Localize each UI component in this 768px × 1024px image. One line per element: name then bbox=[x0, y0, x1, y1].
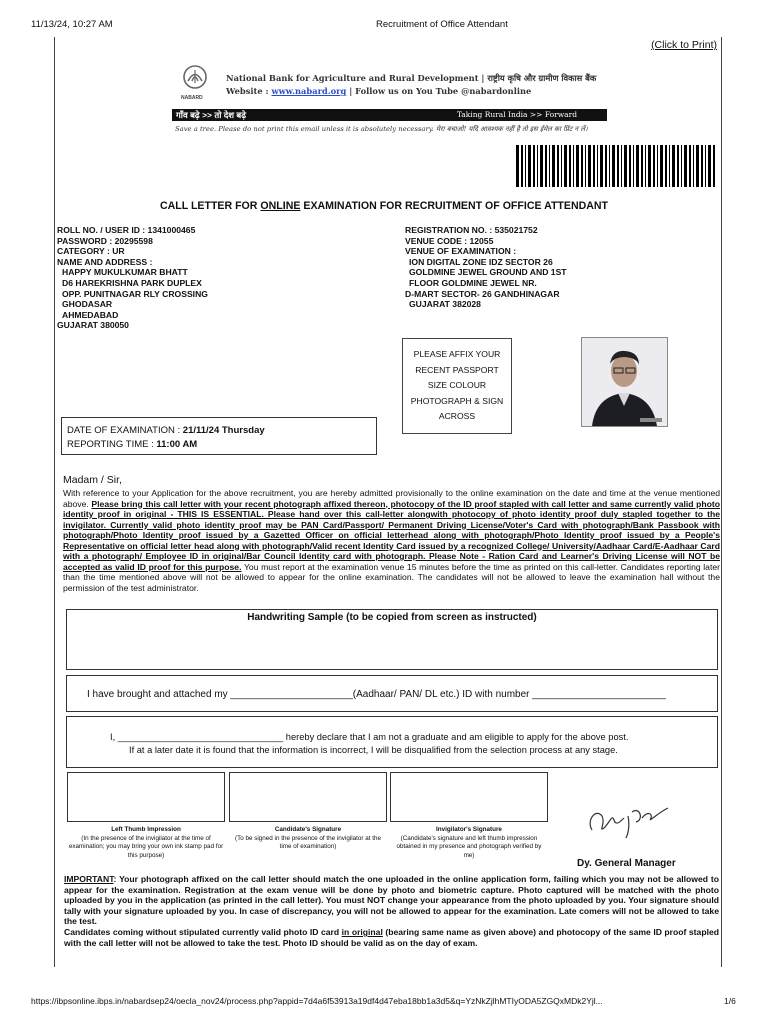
barcode-bar bbox=[684, 145, 687, 187]
barcode-bar bbox=[588, 145, 591, 187]
barcode-bar bbox=[561, 145, 562, 187]
barcode-bar bbox=[633, 145, 634, 187]
candidate-photo bbox=[581, 337, 668, 427]
address-line: D6 HAREKRISHNA PARK DUPLEX bbox=[62, 277, 202, 288]
click-to-print-link[interactable]: (Click to Print) bbox=[651, 39, 717, 51]
print-datetime: 11/13/24, 10:27 AM bbox=[31, 19, 113, 30]
declaration-line-2: If at a later date it is found that the information is incorrect, I will be disqualified from the selection process at any stage. bbox=[129, 745, 618, 755]
venue-code: VENUE CODE : 12055 bbox=[405, 235, 494, 246]
nabard-banner bbox=[172, 109, 607, 121]
barcode-bar bbox=[689, 145, 691, 187]
candidate-signature-caption: Candidate's Signature (To be signed in the presence of the invigilator at the time of examination) bbox=[235, 826, 381, 850]
save-tree-note: Save a tree. Please do not print this email unless it is absolutely necessary. मेरा बचाओ! यदि आवश्यक नहीं है तो इस ईमेल का प्रिंट न लें। bbox=[175, 125, 588, 133]
address-line: GUJARAT 380050 bbox=[57, 320, 129, 331]
instructions-paragraph: With reference to your Application for the above recruitment, you are hereby admitted provisionally to the online examination on the date and time at the venue mentioned above. Please bring this call letter with your recent photograph affixed thereon, photocopy of the ID proof stapled with call letter and same currently valid photo identity proof in original - THIS IS ESSENTIAL. Please hand over this call-letter alongwith photocopy of photo identity proof duly stapled together to the invigilator. Currently valid photo identity proof may be PAN Card/Passport/ Permanent Driving License/Voter's Card with photograph/Bank Passbook with photograph/Photo Identity proof issued by a Gazetted Officer on official letterhead along with photograph/Photo Identity proof issued by a People's Representative on official letter head along with photograph/Valid recent Identity Card issued by a recognized College/ University/Aadhaar Card/E-Aadhaar Card with a photograph/ Employee ID in original/Bar Council Identity card with photograph. Please Note - Ration Card and Learner's Driving License will NOT be accepted as valid ID proof for this purpose. You must report at the examination venue 15 minutes before the time as printed on this call-letter. Candidates reporting later than the time mentioned above will not be allowed to appear for the online examination. The candidates will not be allowed to leave the examination hall without the permission of the test administrator. bbox=[63, 488, 720, 593]
candidate-signature-box bbox=[229, 772, 387, 822]
banner-hindi-slogan: गाँव बढ़े >> तो देश बढ़े bbox=[176, 110, 247, 120]
barcode-bar bbox=[657, 145, 658, 187]
dy-general-manager: Dy. General Manager bbox=[577, 858, 676, 869]
org-website-line: Website : www.nabard.org | Follow us on You Tube @nabardonline bbox=[226, 86, 532, 96]
nabard-logo bbox=[180, 64, 210, 98]
barcode-bar bbox=[681, 145, 682, 187]
barcode-bar bbox=[585, 145, 586, 187]
barcode-bar bbox=[557, 145, 559, 187]
left-thumb-box bbox=[67, 772, 225, 822]
barcode-bar bbox=[537, 145, 538, 187]
address-line: AHMEDABAD bbox=[62, 309, 119, 320]
barcode-bar bbox=[521, 145, 523, 187]
barcode-bar bbox=[624, 145, 627, 187]
address-line: OPP. PUNITNAGAR RLY CROSSING bbox=[62, 288, 208, 299]
address-block bbox=[57, 267, 208, 331]
invigilator-signature-caption: Invigilator's Signature (Candidate's signature and left thumb impression obtained in my presence and photograph verified by me) bbox=[396, 826, 542, 859]
footer-url: https://ibpsonline.ibps.in/nabardsep24/oecla_nov24/process.php?appid=7d4a6f53913a19df4d47eba18bb1a3d5&q=YzNkZjlhMTIyODA5ZGQxMDk2Yjl... bbox=[31, 996, 603, 1006]
barcode-bar bbox=[576, 145, 579, 187]
venue-line: D-MART SECTOR- 26 GANDHINAGAR bbox=[405, 288, 560, 299]
venue-line: GOLDMINE JEWEL GROUND AND 1ST bbox=[409, 267, 567, 278]
registration-no: REGISTRATION NO. : 535021752 bbox=[405, 225, 538, 235]
print-page-title: Recruitment of Office Attendant bbox=[376, 19, 508, 30]
barcode-bar bbox=[653, 145, 655, 187]
left-thumb-caption: Left Thumb Impression (In the presence of the invigilator at the time of examination; you may bring your own ink stamp pad for this purpose) bbox=[68, 826, 224, 859]
invigilator-signature-box bbox=[390, 772, 548, 822]
handwriting-title: Handwriting Sample (to be copied from screen as instructed) bbox=[247, 612, 537, 623]
barcode-bar bbox=[617, 145, 619, 187]
barcode-bar bbox=[545, 145, 547, 187]
barcode-bar bbox=[569, 145, 571, 187]
venue-line: ION DIGITAL ZONE IDZ SECTOR 26 bbox=[409, 256, 553, 267]
id-proof-line: I have brought and attached my ______________________(Aadhaar/ PAN/ DL etc.) ID with number ________________________ bbox=[87, 689, 666, 700]
barcode-bar bbox=[549, 145, 550, 187]
logo-caption: NABARD bbox=[181, 95, 203, 101]
org-name: National Bank for Agriculture and Rural Development | राष्ट्रीय कृषि और ग्रामीण विकास बैंक bbox=[226, 73, 597, 83]
footer-page-number: 1/6 bbox=[724, 996, 736, 1006]
barcode-bar bbox=[552, 145, 555, 187]
venue-block bbox=[405, 257, 567, 310]
important-notice: IMPORTANT: Your photograph affixed on the call letter should match the one uploaded in the online application form, failing which you may not be allowed to appear for the examination. Registration at the exam venue will be done by photo and biometric capture. Photo captured will be matched with the photo uploaded by you in the application (as printed in the call letter). You must NOT change your appearance from the photo uploaded by you. Your signature should tally with your signature uploaded by you. In case of discrepancy, you will not be allowed to appear for the examination. Late comers will not be allowed to take the test. Candidates coming without stipulated currently valid photo ID card in original (bearing same name as given above) and photocopy of the same ID proof stapled with the call letter will not be allowed to take the test. Photo ID should be valid as on the day of exam. bbox=[64, 874, 719, 948]
barcode-bar bbox=[564, 145, 567, 187]
barcode-bar bbox=[660, 145, 663, 187]
call-letter-title: CALL LETTER FOR ONLINE EXAMINATION FOR RECRUITMENT OF OFFICE ATTENDANT bbox=[159, 200, 609, 212]
exam-date: DATE OF EXAMINATION : 21/11/24 Thursday bbox=[67, 425, 265, 436]
barcode-bar bbox=[636, 145, 639, 187]
roll-no: ROLL NO. / USER ID : 1341000465 bbox=[57, 225, 196, 235]
id-proof-box bbox=[66, 675, 718, 712]
barcode-bar bbox=[597, 145, 598, 187]
venue-line: FLOOR GOLDMINE JEWEL NR. bbox=[409, 277, 537, 288]
declaration-line-1: I, ________________________________ hereby declare that I am not a graduate and am eligible to apply for the above post. bbox=[110, 732, 629, 742]
name-address-label: NAME AND ADDRESS : bbox=[57, 256, 153, 267]
salutation: Madam / Sir, bbox=[63, 474, 122, 486]
declaration-box bbox=[66, 716, 718, 768]
venue-label: VENUE OF EXAMINATION : bbox=[405, 246, 517, 257]
reporting-time: REPORTING TIME : 11:00 AM bbox=[67, 438, 198, 450]
barcode-bar bbox=[672, 145, 675, 187]
barcode-bar bbox=[533, 145, 535, 187]
barcode-bar bbox=[612, 145, 615, 187]
barcode-bar bbox=[593, 145, 595, 187]
handwriting-sample-box bbox=[66, 609, 718, 670]
address-line: GHODASAR bbox=[62, 299, 113, 310]
barcode-bar bbox=[648, 145, 651, 187]
barcode-bar bbox=[605, 145, 607, 187]
barcode-bar bbox=[705, 145, 706, 187]
password: PASSWORD : 20295598 bbox=[57, 235, 153, 246]
right-details bbox=[405, 225, 567, 310]
barcode-bar bbox=[573, 145, 574, 187]
banner-english-slogan: Taking Rural India >> Forward bbox=[456, 110, 577, 119]
barcode-bar bbox=[701, 145, 703, 187]
category: CATEGORY : UR bbox=[57, 246, 125, 257]
venue-line: GUJARAT 382028 bbox=[409, 299, 481, 310]
barcode-bar bbox=[581, 145, 583, 187]
barcode-bar bbox=[621, 145, 622, 187]
barcode-bar bbox=[641, 145, 643, 187]
barcode-bar bbox=[713, 145, 715, 187]
address-line: HAPPY MUKULKUMAR BHATT bbox=[62, 267, 188, 278]
barcode-bar bbox=[645, 145, 646, 187]
barcode-bar bbox=[540, 145, 543, 187]
photo-affix-box: PLEASE AFFIX YOUR RECENT PASSPORT SIZE COLOUR PHOTOGRAPH & SIGN ACROSS bbox=[402, 338, 512, 434]
barcode-bar bbox=[525, 145, 526, 187]
barcode-bar bbox=[696, 145, 699, 187]
barcode-bar bbox=[669, 145, 670, 187]
barcode-bar bbox=[528, 145, 531, 187]
barcode-bar bbox=[708, 145, 711, 187]
barcode-bar bbox=[677, 145, 679, 187]
left-details bbox=[57, 225, 208, 331]
barcode-bar bbox=[600, 145, 603, 187]
barcode-bar bbox=[609, 145, 610, 187]
official-signature bbox=[584, 800, 676, 840]
barcode-bar bbox=[629, 145, 631, 187]
barcode-bar bbox=[693, 145, 694, 187]
barcode-bar bbox=[516, 145, 519, 187]
barcode-bar bbox=[665, 145, 667, 187]
website-link[interactable]: www.nabard.org bbox=[271, 86, 347, 96]
barcode bbox=[516, 145, 718, 187]
exam-date-box bbox=[61, 417, 377, 455]
